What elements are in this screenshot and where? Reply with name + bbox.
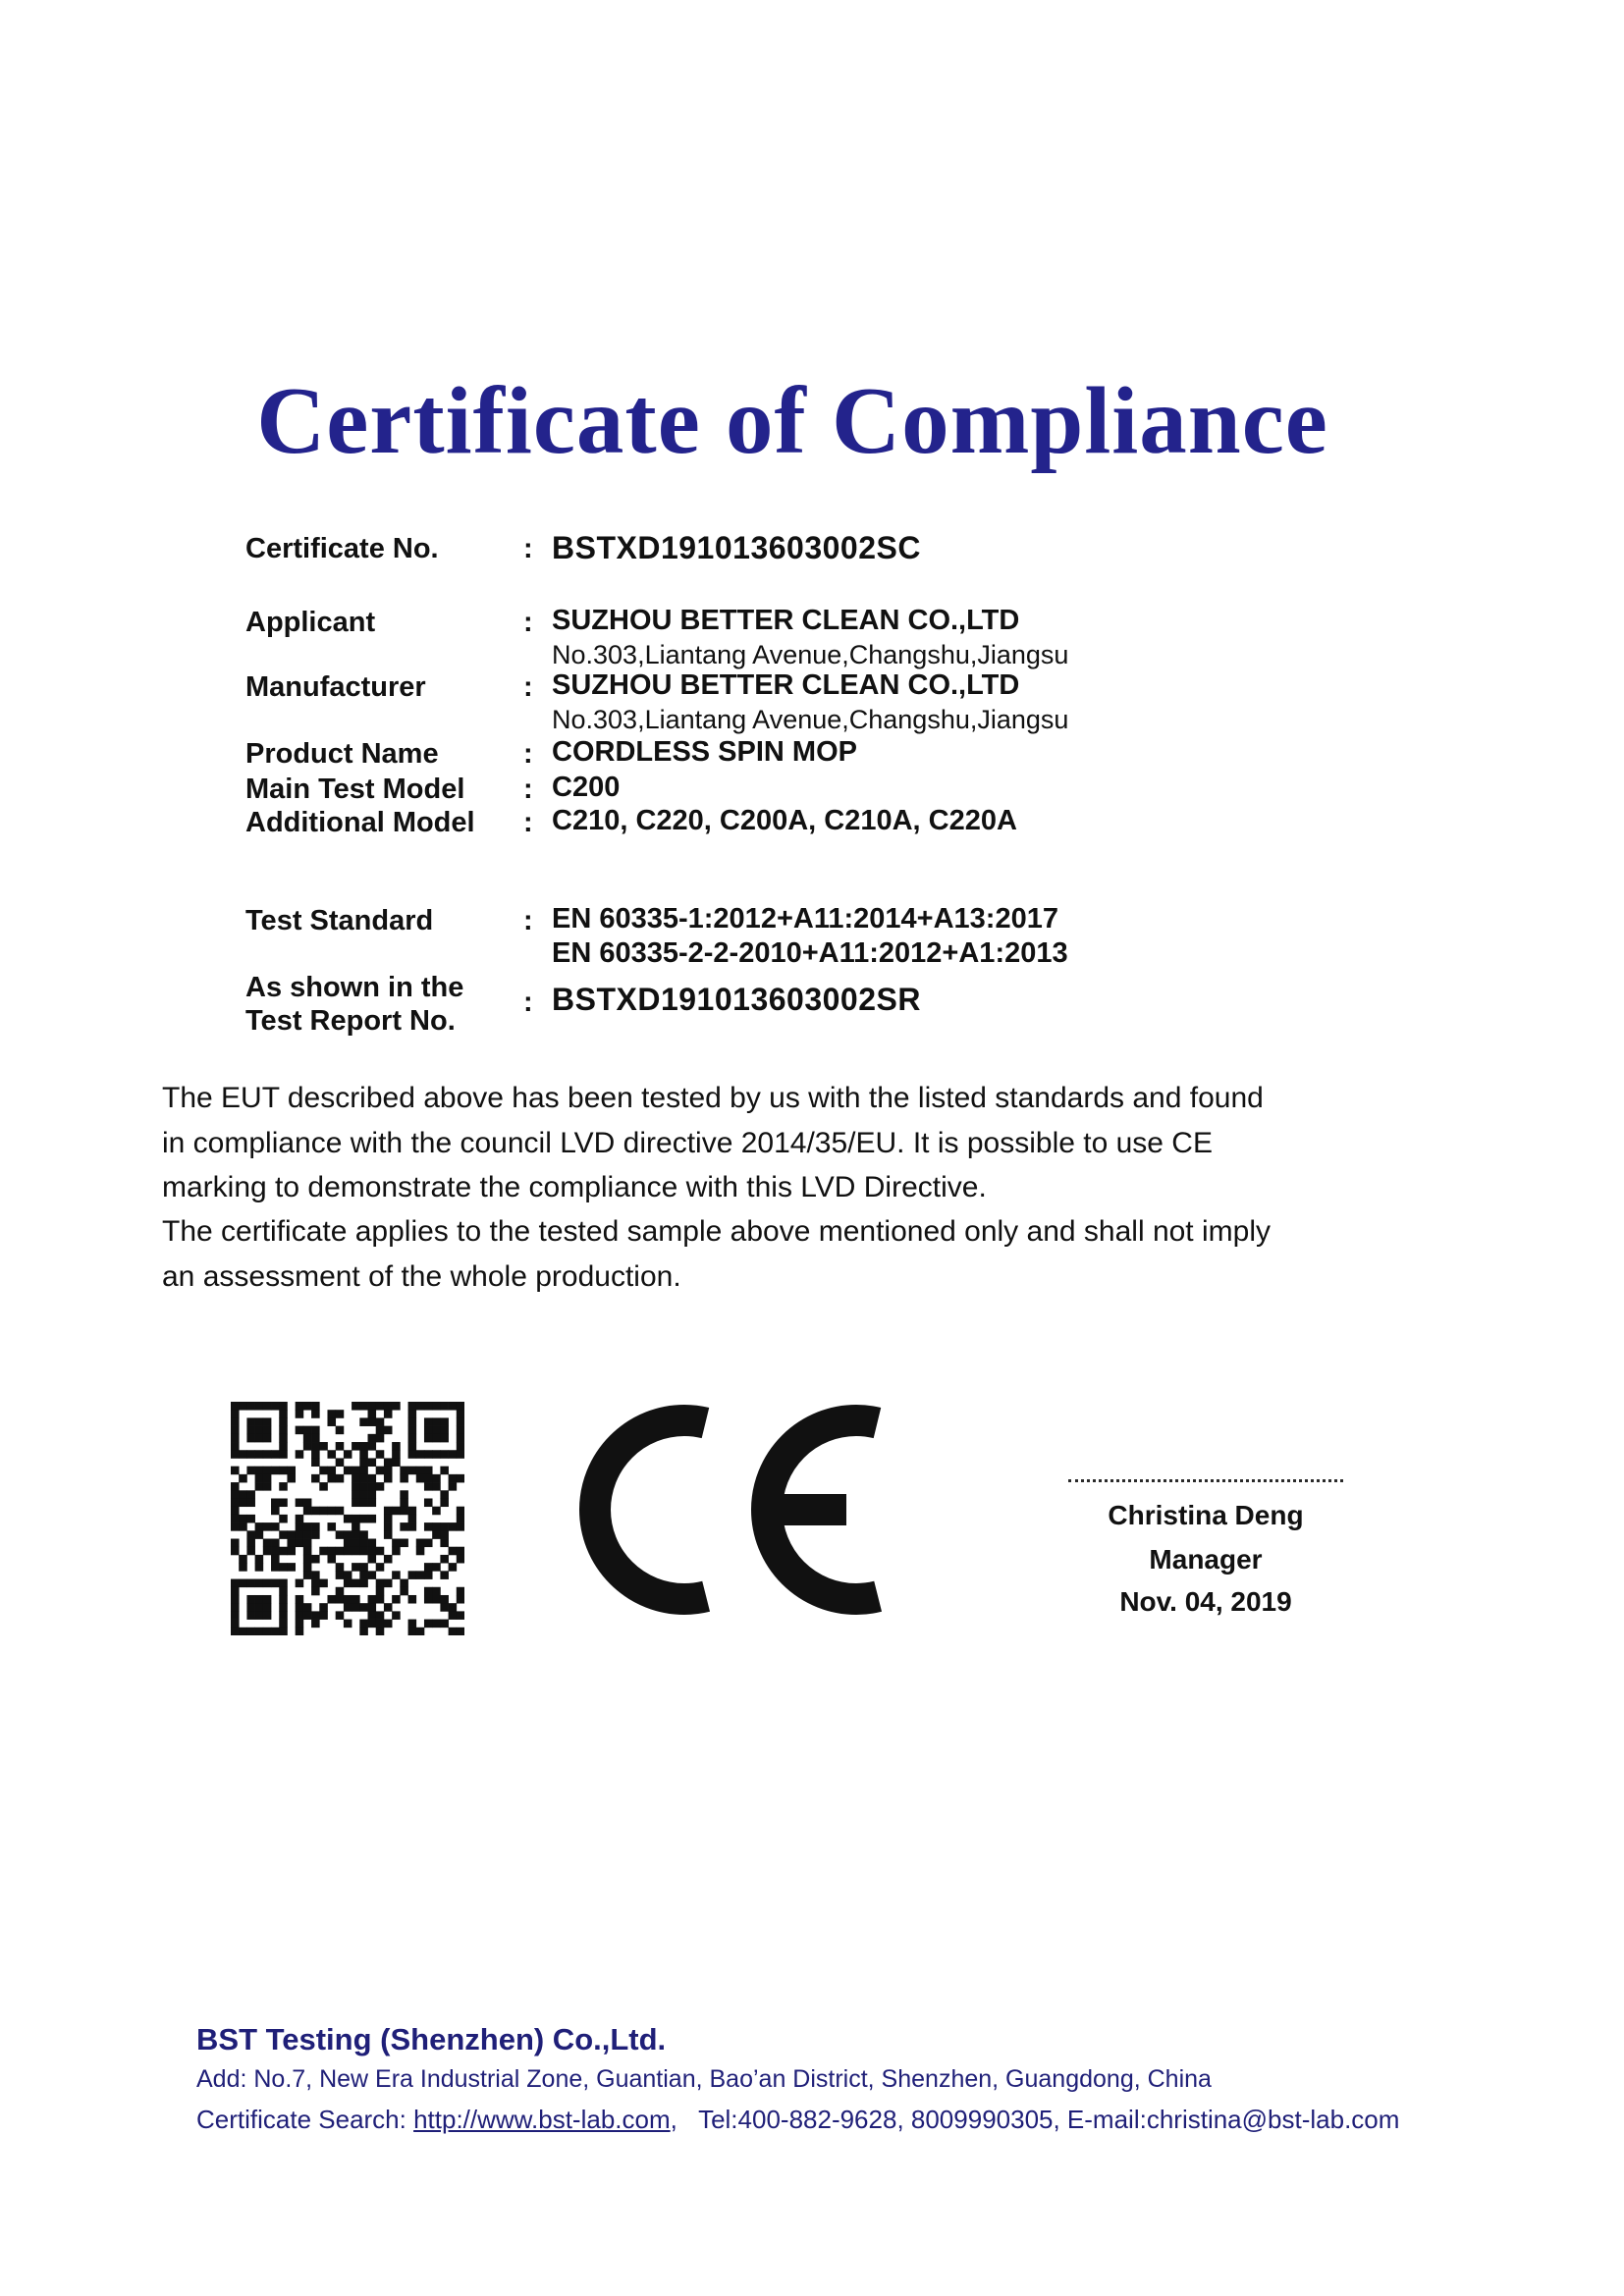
footer-company: BST Testing (Shenzhen) Co.,Ltd.: [196, 2022, 667, 2056]
test-standard-value-2: EN 60335-2-2-2010+A11:2012+A1:2013: [552, 937, 1068, 969]
product-name-label: Product Name: [245, 738, 439, 770]
test-report-label-2: Test Report No.: [245, 1005, 456, 1037]
certificate-no-label: Certificate No.: [245, 533, 439, 564]
additional-model-value: C210, C220, C200A, C210A, C220A: [552, 805, 1017, 836]
page-title: Certificate of Compliance: [256, 368, 1328, 473]
applicant-value: SUZHOU BETTER CLEAN CO.,LTD: [552, 605, 1020, 636]
product-name-value: CORDLESS SPIN MOP: [552, 736, 857, 768]
test-report-label-1: As shown in the: [245, 972, 464, 1003]
manufacturer-colon: :: [523, 671, 533, 703]
main-test-model-colon: :: [523, 774, 533, 805]
test-report-colon: :: [523, 987, 533, 1018]
ce-mark: [565, 1389, 977, 1634]
signature-name: Christina Deng: [1108, 1500, 1304, 1530]
statement-line: in compliance with the council LVD directive 2014/35/EU. It is possible to use CE: [162, 1127, 1213, 1159]
manufacturer-address: No.303,Liantang Avenue,Changshu,Jiangsu: [552, 705, 1069, 734]
additional-model-colon: :: [523, 807, 533, 838]
test-standard-label: Test Standard: [245, 905, 434, 936]
manufacturer-label: Manufacturer: [245, 671, 426, 703]
signature-dotted-line: [1068, 1479, 1343, 1482]
additional-model-label: Additional Model: [245, 807, 475, 838]
main-test-model-label: Main Test Model: [245, 774, 465, 805]
certificate-search-link[interactable]: http://www.bst-lab.com: [413, 2105, 671, 2134]
signature-role: Manager: [1149, 1544, 1263, 1575]
certificate-no-colon: :: [523, 533, 533, 564]
footer-search-line: [196, 2105, 1399, 2135]
applicant-colon: :: [523, 607, 533, 638]
signature-date: Nov. 04, 2019: [1119, 1586, 1292, 1617]
footer-address: Add: No.7, New Era Industrial Zone, Guantian, Bao’an District, Shenzhen, Guangdong, China: [196, 2065, 1212, 2093]
statement-line: The certificate applies to the tested sample above mentioned only and shall not imply: [162, 1215, 1271, 1248]
applicant-address: No.303,Liantang Avenue,Changshu,Jiangsu: [552, 640, 1069, 669]
applicant-label: Applicant: [245, 607, 376, 638]
main-test-model-value: C200: [552, 772, 621, 803]
certificate-no-value: BSTXD191013603002SC: [552, 530, 921, 565]
qr-code: [231, 1402, 464, 1635]
test-standard-value-1: EN 60335-1:2012+A11:2014+A13:2017: [552, 903, 1058, 934]
footer-contact: , Tel:400-882-9628, 8009990305, E-mail:christina@bst-lab.com: [670, 2105, 1400, 2134]
test-report-value: BSTXD191013603002SR: [552, 982, 921, 1017]
statement-line: an assessment of the whole production.: [162, 1260, 681, 1293]
statement-line: marking to demonstrate the compliance with this LVD Directive.: [162, 1171, 987, 1203]
product-name-colon: :: [523, 738, 533, 770]
test-standard-colon: :: [523, 905, 533, 936]
certificate-search-label: Certificate Search:: [196, 2105, 414, 2134]
manufacturer-value: SUZHOU BETTER CLEAN CO.,LTD: [552, 669, 1020, 701]
statement-line: The EUT described above has been tested by us with the listed standards and found: [162, 1082, 1264, 1114]
